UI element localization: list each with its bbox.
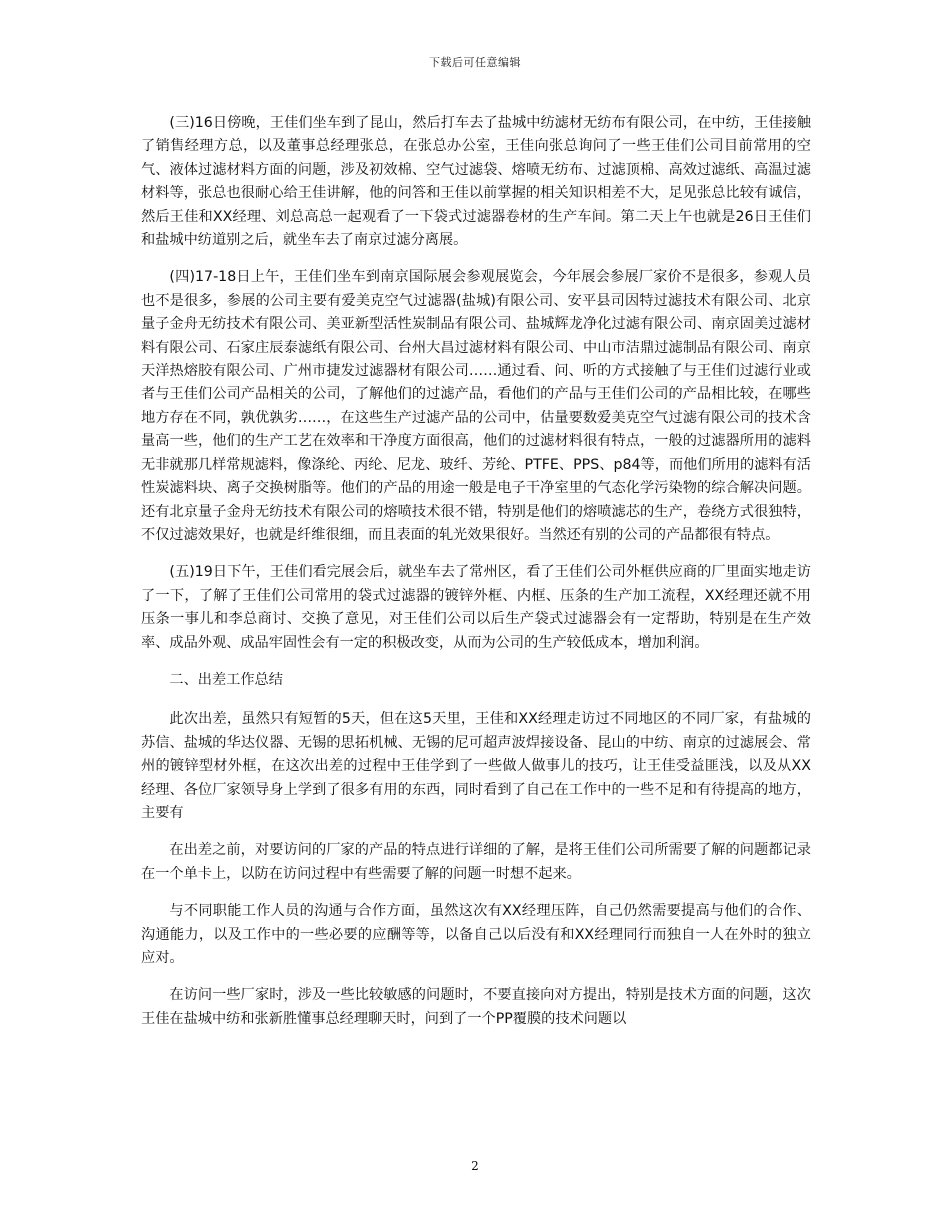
paragraph-communication: 与不同职能工作人员的沟通与合作方面，虽然这次有XX经理压阵，自己仍然需要提高与他们的合作、沟通能力，以及工作中的一些必要的应酬等等，以备自己以后没有和XX经理同行而独自一人在外时的独立应对。: [141, 903, 811, 966]
paragraph-section-4: (四)17-18日上午，王佳们坐车到南京国际展会参观展览会，今年展会参展厂家价不是很多，参观人员也不是很多，参展的公司主要有爱美克空气过滤器(盐城)有限公司、安平县司因特过滤技术有限公司、北京量子金舟无纺技术有限公司、美亚新型活性炭制品有限公司、盐城辉龙净化过滤有限公司、南京固美过滤材料有限公司、石家庄辰泰滤纸有限公司、台州大昌过滤材料有限公司、中山市洁鼎过滤制品有限公司、南京天洋热熔胶有限公司、广州市捷发过滤器材有限公司……通过看、问、听的方式接触了与王佳们过滤行业或者与王佳们公司产品相关的公司，了解他们的过滤产品，看他们的产品与王佳们公司的产品相比较，在哪些地方存在不同，孰优孰劣……，在这些生产过滤产品的公司中，估量要数爱美克空气过滤有限公司的技术含量高一些，他们的生产工艺在效率和干净度方面很高，他们的过滤材料很有特点，一般的过滤器所用的滤料无非就那几样常规滤料，像涤纶、丙纶、尼龙、玻纤、芳纶、PTFE、PPS、p84等，而他们所用的滤料有活性炭滤料块、离子交换树脂等。他们的产品的用途一般是电子干净室里的气态化学污染物的综合解决问题。还有北京量子金舟无纺技术有限公司的熔喷技术很不错，特别是他们的熔喷滤芯的生产，卷绕方式很独特，不仅过滤效果好，也就是纤维很细，而且表面的轧光效果很好。当然还有别的公司的产品都很有特点。: [141, 269, 811, 543]
paragraph-preparation: 在出差之前，对要访问的厂家的产品的特点进行详细的了解，是将王佳们公司所需要了解的问题都记录在一个单卡上，以防在访问过程中有些需要了解的问题一时想不起来。: [141, 842, 811, 882]
paragraph-section-3: (三)16日傍晚，王佳们坐车到了昆山，然后打车去了盐城中纺滤材无纺布有限公司，在中纺，王佳接触了销售经理方总，以及董事总经理张总，在张总办公室，王佳向张总询问了一些王佳们公司目前常用的空气、液体过滤材料方面的问题，涉及初效棉、空气过滤袋、熔喷无纺布、过滤顶棉、高效过滤纸、高温过滤材料等，张总也很耐心给王佳讲解，他的问答和王佳以前掌握的相关知识相差不大，足见张总比较有诚信，然后王佳和XX经理、刘总高总一起观看了一下袋式过滤器卷材的生产车间。第二天上午也就是26日王佳们和盐城中纺道别之后，就坐车去了南京过滤分离展。: [141, 115, 811, 249]
document-body: [141, 112, 811, 1045]
section-heading: 二、出差工作总结: [169, 671, 283, 688]
paragraph-section-5: (五)19日下午，王佳们看完展会后，就坐车去了常州区，看了王佳们公司外框供应商的厂里面实地走访了一下，了解了王佳们公司常用的袋式过滤器的镀锌外框、内框、压条的生产加工流程，XX经理还就不用压条一事儿和李总商讨、交换了意见，对王佳们公司以后生产袋式过滤器会有一定帮助，特别是在生产效率、成品外观、成品牢固性会有一定的积极改变，从而为公司的生产较低成本，增加利润。: [141, 564, 811, 651]
page-number: 2: [471, 1159, 479, 1173]
page-header: 下载后可任意编辑: [429, 56, 521, 69]
paragraph-summary: 此次出差，虽然只有短暂的5天，但在这5天里，王佳和XX经理走访过不同地区的不同厂家，有盐城的苏信、盐城的华达仪器、无锡的思拓机械、无锡的尼可超声波焊接设备、昆山的中纺、南京的过滤展会、常州的镀锌型材外框，在这次出差的过程中王佳学到了一些做人做事儿的技巧，让王佳受益匪浅，以及从XX经理、各位厂家领导身上学到了很多有用的东西，同时看到了自己在工作中的一些不足和有待提高的地方，主要有: [141, 711, 811, 821]
paragraph-sensitive-questions: 在访问一些厂家时，涉及一些比较敏感的问题时，不要直接向对方提出，特别是技术方面的问题，这次王佳在盐城中纺和张新胜懂事总经理聊天时，问到了一个PP覆膜的技术问题以: [141, 987, 811, 1027]
